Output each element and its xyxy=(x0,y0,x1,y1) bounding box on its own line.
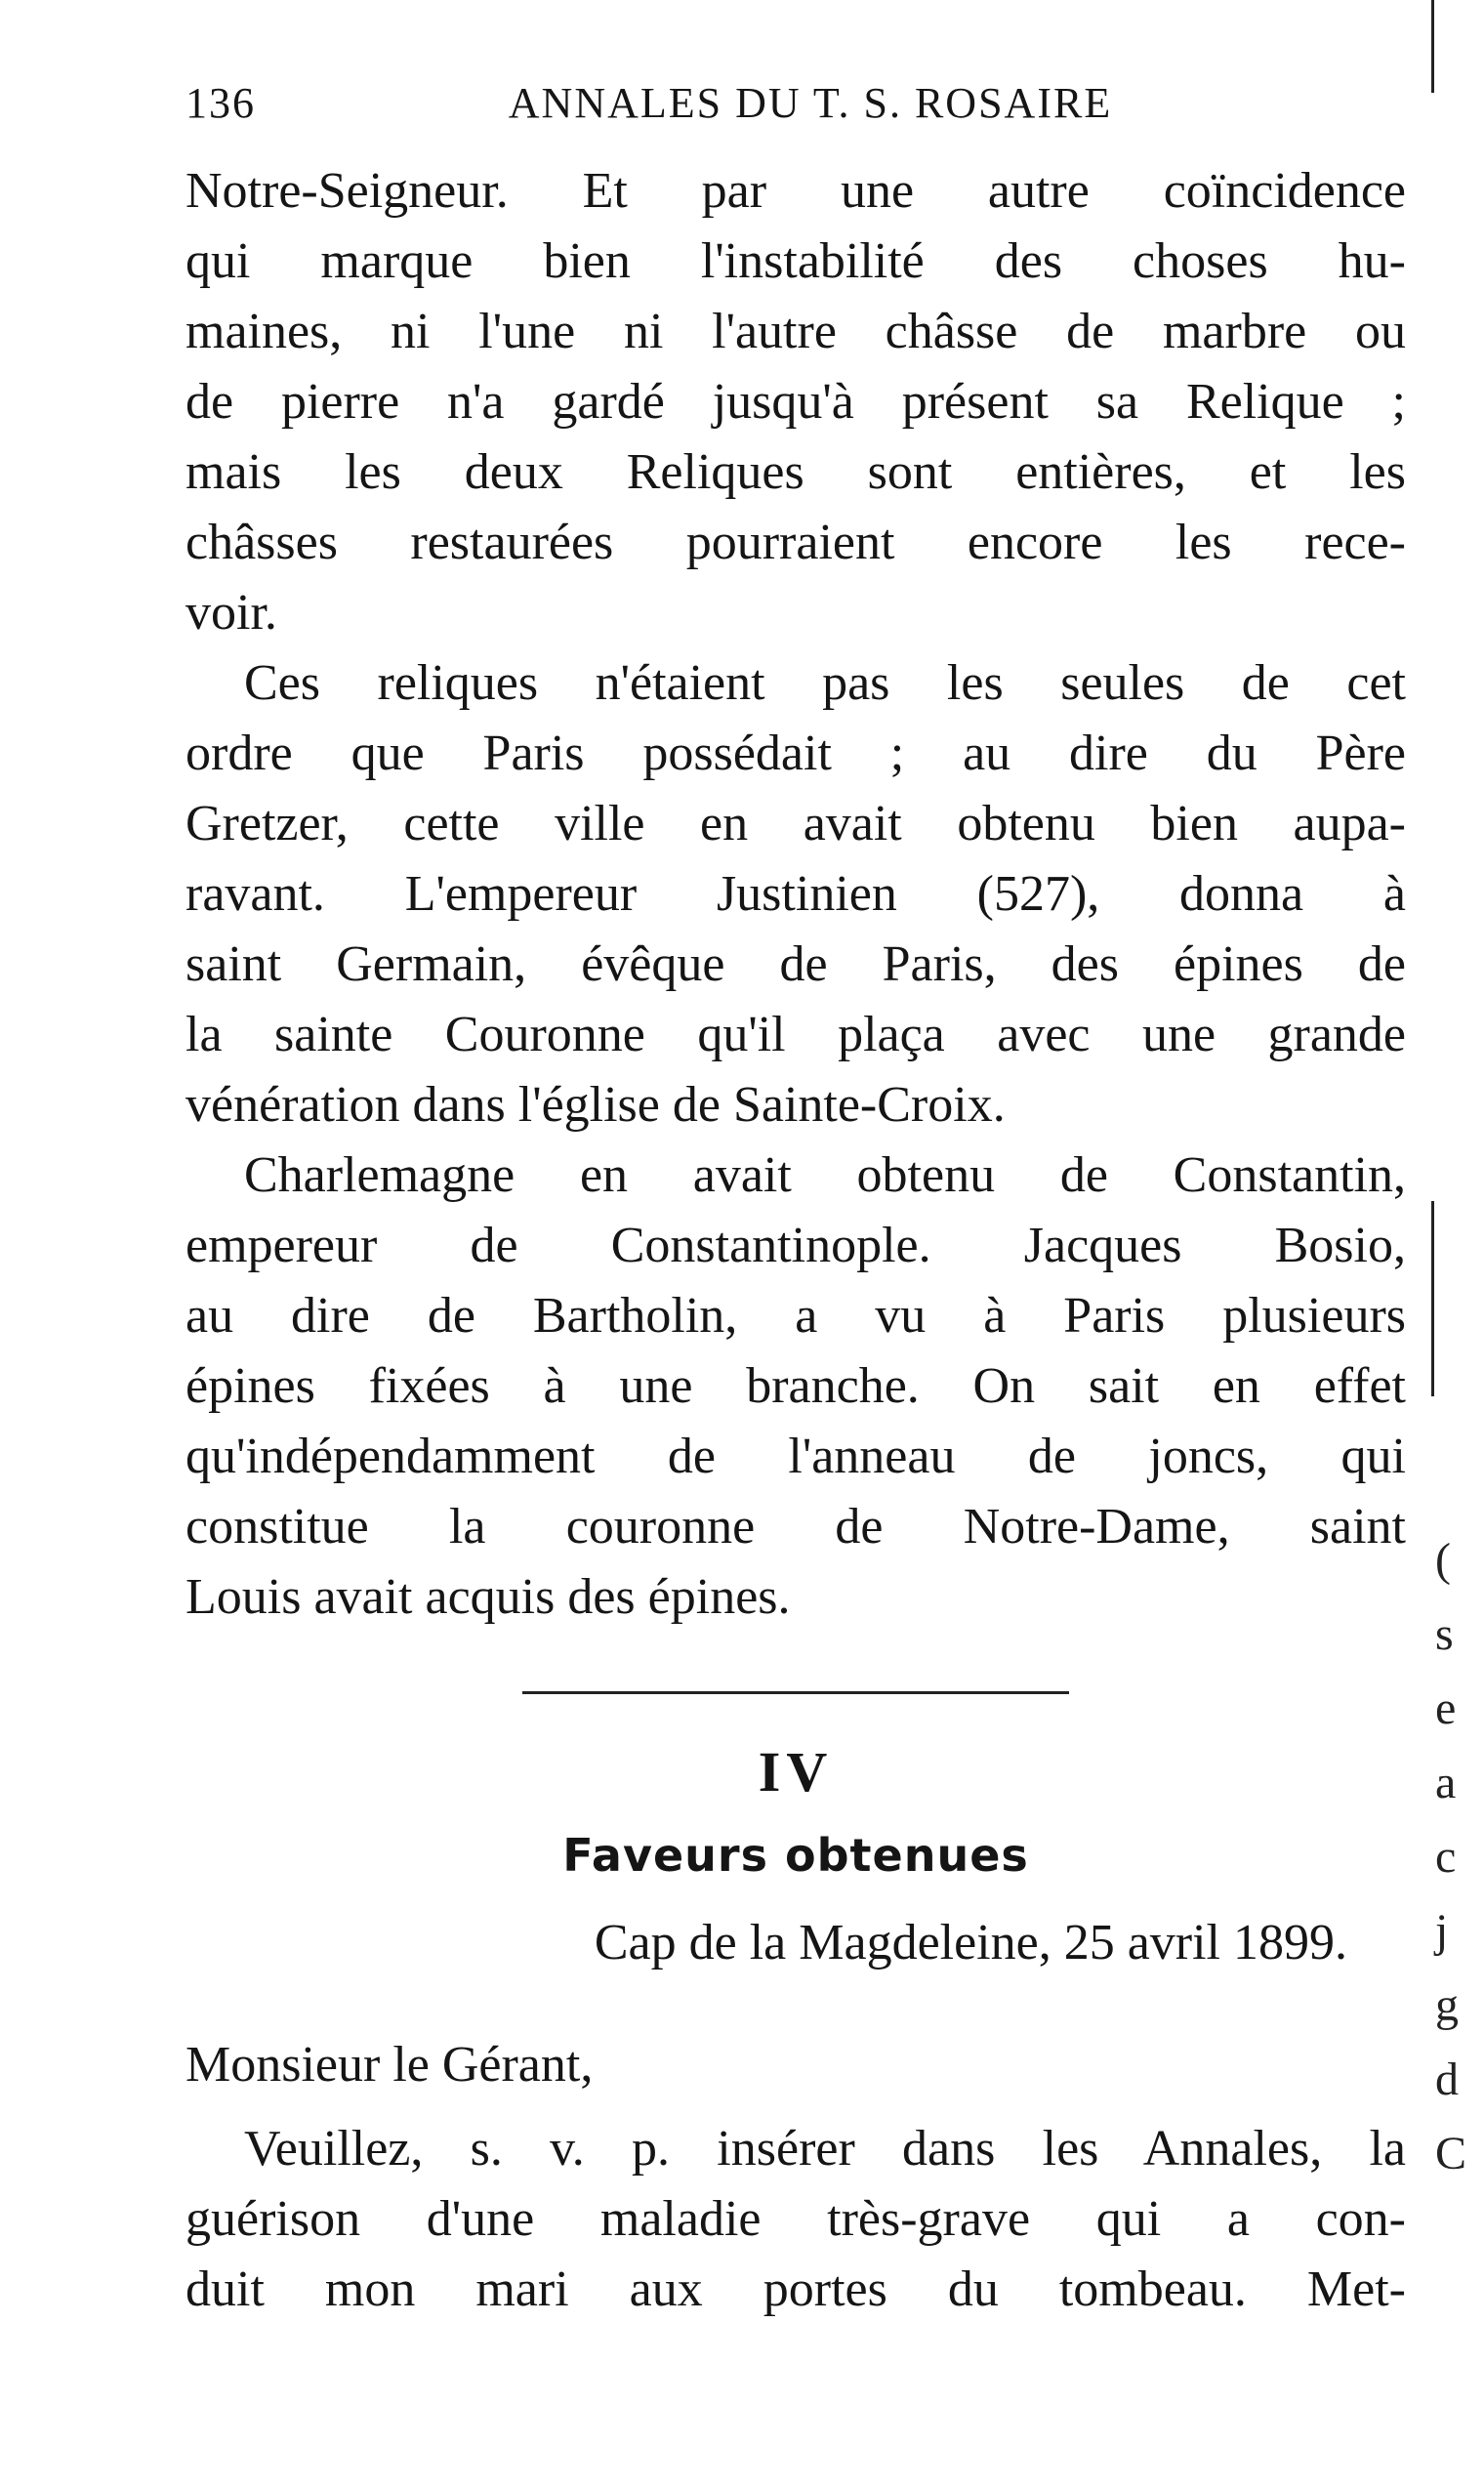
text-line: duit mon mari aux portes du tombeau. Met- xyxy=(186,2261,1406,2317)
section-title: Faveurs obtenues xyxy=(562,1829,1029,1882)
text-line: Veuillez, s. v. p. insérer dans les Annales, la xyxy=(244,2121,1406,2177)
text-line: Gretzer, cette ville en avait obtenu bien aupa- xyxy=(186,796,1406,851)
adjacent-page-fragments xyxy=(1435,1523,1484,2191)
fragment-glyph: ( xyxy=(1435,1534,1451,1586)
paragraph-1 xyxy=(186,156,1406,648)
page-header xyxy=(186,68,1406,137)
section-numeral: IV xyxy=(758,1740,834,1804)
paragraph-2 xyxy=(186,648,1406,1141)
page-number: 136 xyxy=(186,79,256,127)
text-line: voir. xyxy=(186,585,277,641)
text-line: Ces reliques n'étaient pas les seules de cet xyxy=(244,655,1406,711)
fragment-glyph: g xyxy=(1435,1979,1459,2031)
text-line: épines fixées à une branche. On sait en effet xyxy=(186,1358,1406,1414)
letter-dateline: Cap de la Magdeleine, 25 avril 1899. xyxy=(594,1915,1347,1970)
text-line: empereur de Constantinople. Jacques Bosio, xyxy=(186,1218,1406,1273)
letter-paragraph xyxy=(186,2114,1406,2325)
text-line: qui marque bien l'instabilité des choses hu- xyxy=(186,233,1406,289)
page-edge-line xyxy=(1431,1201,1434,1396)
fragment-glyph: a xyxy=(1435,1757,1457,1808)
text-line: Notre-Seigneur. Et par une autre coïncidence xyxy=(186,163,1406,219)
text-line: ordre que Paris possédait ; au dire du Père xyxy=(186,726,1406,781)
fragment-glyph: e xyxy=(1435,1682,1457,1734)
paragraph-3 xyxy=(186,1141,1406,1633)
running-head: ANNALES DU T. S. ROSAIRE xyxy=(508,79,1113,127)
letter-salutation: Monsieur le Gérant, xyxy=(186,2037,594,2093)
fragment-glyph: c xyxy=(1435,1831,1457,1883)
text-line: mais les deux Reliques sont entières, et les xyxy=(186,444,1406,500)
text-line: Charlemagne en avait obtenu de Constantin, xyxy=(244,1147,1406,1203)
text-line: guérison d'une maladie très-grave qui a con- xyxy=(186,2191,1406,2247)
text-line: de pierre n'a gardé jusqu'à présent sa Relique ; xyxy=(186,374,1406,430)
book-page xyxy=(186,68,1406,2325)
text-line: vénération dans l'église de Sainte-Croix. xyxy=(186,1077,1006,1133)
page-edge-line xyxy=(1431,0,1434,93)
text-line: saint Germain, évêque de Paris, des épines de xyxy=(186,936,1406,992)
fragment-glyph: d xyxy=(1435,2053,1459,2105)
section-divider xyxy=(522,1691,1069,1694)
text-line: qu'indépendamment de l'anneau de joncs, qui xyxy=(186,1429,1406,1484)
fragment-glyph: C xyxy=(1435,2128,1467,2179)
fragment-glyph: j xyxy=(1435,1905,1449,1957)
text-line: au dire de Bartholin, a vu à Paris plusieurs xyxy=(186,1288,1406,1344)
fragment-glyph: s xyxy=(1435,1608,1454,1660)
body-text xyxy=(186,156,1406,1633)
text-line: Louis avait acquis des épines. xyxy=(186,1569,791,1625)
text-line: maines, ni l'une ni l'autre châsse de marbre ou xyxy=(186,304,1406,359)
text-line: constitue la couronne de Notre-Dame, saint xyxy=(186,1499,1406,1555)
text-line: châsses restaurées pourraient encore les rece- xyxy=(186,515,1406,570)
text-line: la sainte Couronne qu'il plaça avec une grande xyxy=(186,1007,1406,1062)
text-line: ravant. L'empereur Justinien (527), donna à xyxy=(186,866,1406,922)
